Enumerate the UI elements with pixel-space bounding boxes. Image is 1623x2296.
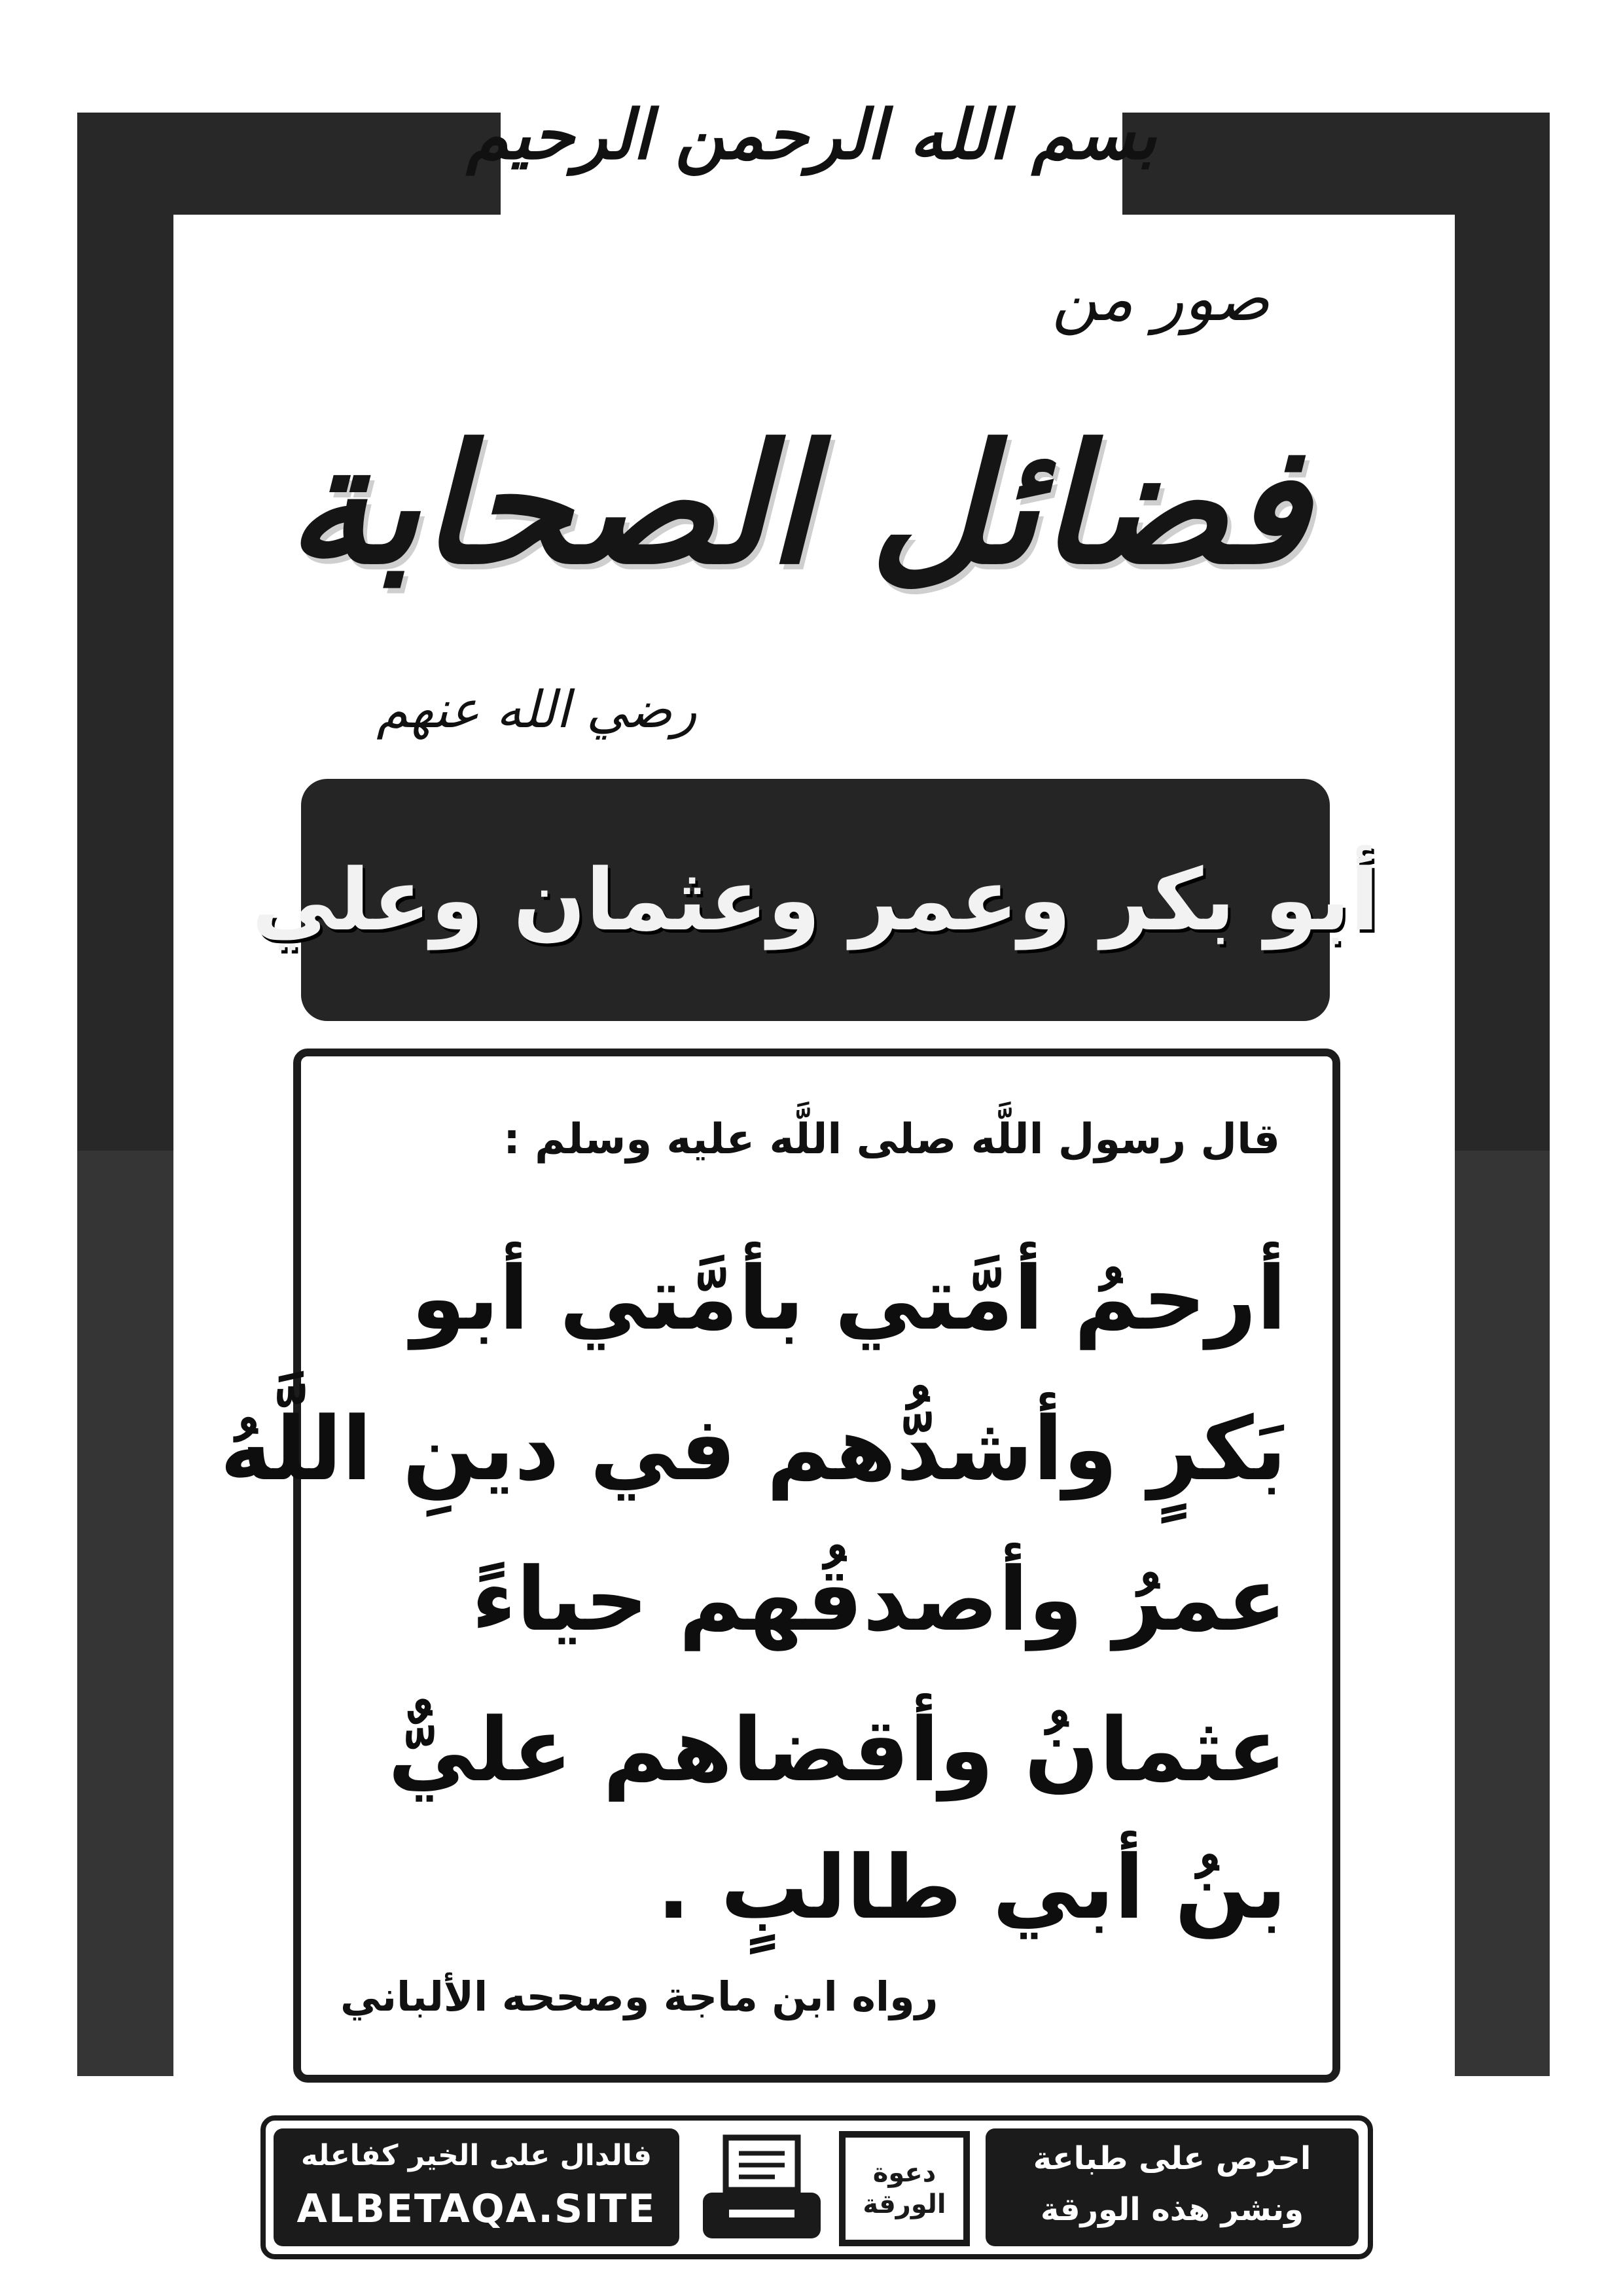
page-title: فضائل الصحابة xyxy=(286,408,1309,600)
footer-site-block xyxy=(274,2128,679,2246)
footer-motto: فالدال على الخير كفاعله xyxy=(300,2139,652,2172)
logo-text: دعوة الورقة xyxy=(863,2158,946,2219)
footer-bar xyxy=(260,2115,1373,2259)
hadith-line-5: بنُ أبي طالبٍ . xyxy=(656,1837,1287,1939)
hadith-source: رواه ابن ماجة وصححه الألباني xyxy=(340,1973,938,2020)
footer-cta-line-1: احرص على طباعة xyxy=(1033,2140,1311,2177)
basmala: بسم الله الرحمن الرحيم xyxy=(466,94,1157,175)
hadith-card xyxy=(220,1049,1340,2083)
hadith-line-4: عثمانُ وأقضاهم عليٌّ xyxy=(387,1699,1287,1801)
names-text: أبو بكر وعمر وعثمان وعلي xyxy=(251,850,1380,950)
printer-icon xyxy=(696,2132,827,2244)
hadith-line-2: بَكرٍ وأشدُّهم في دينِ اللَّهُ xyxy=(220,1398,1287,1500)
footer-call-to-action xyxy=(986,2128,1359,2246)
footer-site-link[interactable]: ALBETAQA.SITE xyxy=(296,2186,656,2232)
logo-mark xyxy=(839,2131,970,2246)
hadith-intro: قال رسول اللَّه صلى اللَّه عليه وسلم : xyxy=(503,1115,1280,1164)
title-prefix: صور من xyxy=(1052,262,1270,335)
names-banner xyxy=(251,779,1380,1021)
hadith-line-3: عمرُ وأصدقُهم حياءً xyxy=(471,1549,1287,1651)
title-blessing: رضي الله عنهم xyxy=(376,681,697,740)
hadith-line-1: أرحمُ أمَّتي بأمَّتي أبو xyxy=(411,1247,1287,1350)
footer-cta-line-2: ونشر هذه الورقة xyxy=(1040,2191,1304,2228)
basmala-box xyxy=(466,26,1157,242)
